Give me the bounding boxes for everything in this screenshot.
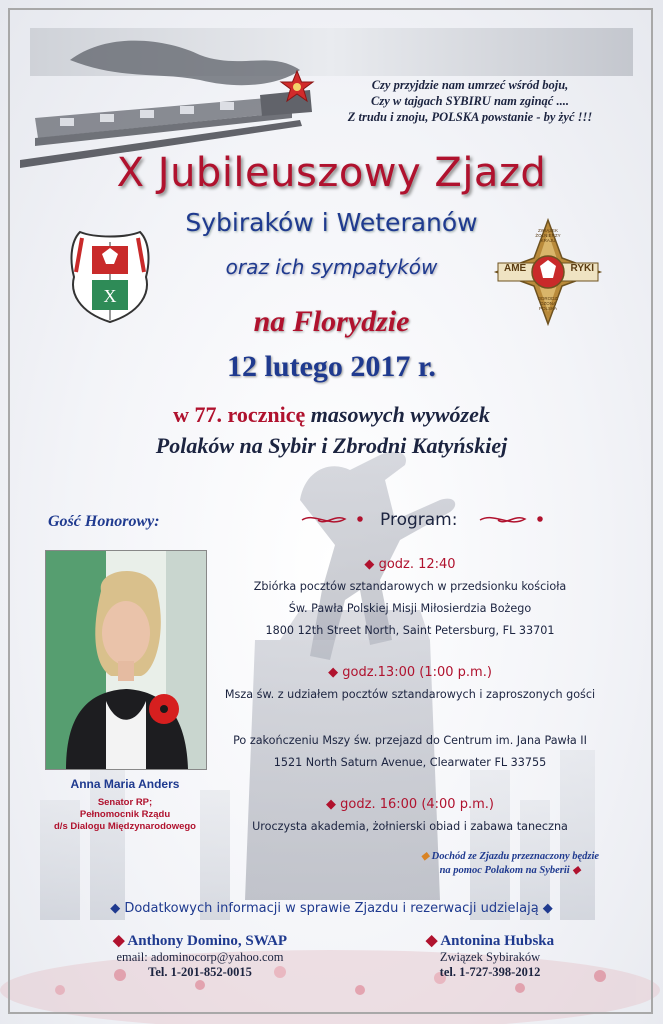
event-date: 12 lutego 2017 r.: [227, 350, 436, 383]
diamond-icon: ◆: [420, 851, 432, 862]
diamond-icon: ◆: [110, 901, 125, 916]
diamond-icon: ◆: [538, 901, 553, 916]
guest-portrait-image: [46, 551, 206, 769]
guest-role-line: Senator RP;: [97, 797, 153, 808]
badge-top-line: ZWIĄZEK: [538, 228, 558, 233]
badge-top-line: ŻOŁNIERZY: [535, 233, 561, 238]
anniversary-line-1: [0, 402, 663, 428]
program-time-text: godz. 12:40: [378, 557, 456, 572]
more-info-text: Dodatkowych informacji w sprawie Zjazdu i rezerwacji udzielają: [124, 901, 539, 916]
donation-note: [380, 850, 640, 878]
main-title: X Jubileuszowy Zjazd: [116, 150, 547, 196]
program-time-text: godz. 16:00 (4:00 p.m.): [340, 797, 494, 812]
program-time-3: [250, 797, 570, 812]
note-line: na pomoc Polakom na Syberii: [439, 865, 570, 876]
program-line: Zbiórka pocztów sztandarowych w przedsionku kościoła: [253, 580, 567, 593]
diamond-icon: ◆: [112, 933, 128, 949]
event-place: na Florydzie: [253, 305, 410, 338]
more-info: [0, 901, 663, 916]
subtitle-secondary: oraz ich sympatyków: [225, 255, 438, 279]
badge-bottom-line: OZONA: [539, 301, 556, 306]
anniversary-line-2: Polaków na Sybir i Zbrodni Katyńskiej: [155, 433, 508, 458]
guest-role-line: d/s Dialogu Międzynarodowego: [54, 821, 196, 832]
program-item-1: [200, 576, 620, 642]
diamond-icon: ◆: [569, 865, 581, 876]
diamond-icon: ◆: [425, 933, 441, 949]
guest-heading: Gość Honorowy:: [48, 513, 160, 530]
program-line: Św. Pawła Polskiej Misji Miłosierdzia Bożego: [288, 602, 532, 615]
svg-text:X: X: [103, 286, 117, 306]
program-item-2-extra: [200, 730, 620, 774]
contact-name: Antonina Hubska: [440, 933, 555, 949]
anniversary-number: w 77. rocznicę: [173, 402, 306, 427]
contact-organization: Związek Sybiraków: [439, 950, 541, 964]
badge-top-line: KRAJU: [540, 238, 556, 243]
guest-photo: [45, 550, 207, 770]
program-time-text: godz.13:00 (1:00 p.m.): [342, 665, 492, 680]
contact-name: Anthony Domino, SWAP: [127, 933, 288, 949]
program-line: Msza św. z udziałem pocztów sztandarowych i zaproszonych gości: [224, 688, 596, 701]
program-item-2: [200, 684, 620, 706]
contact-2: [380, 931, 600, 980]
program-item-3: [200, 816, 620, 838]
note-line: Dochód ze Zjazdu przeznaczony będzie: [431, 851, 600, 862]
poem-line: Z trudu i znoju, POLSKA powstanie - by żyć !!!: [347, 110, 593, 124]
program-heading: [380, 510, 500, 530]
program-line: 1521 North Saturn Avenue, Clearwater FL 33755: [273, 756, 547, 769]
program-line: Po zakończeniu Mszy św. przejazd do Centrum im. Jana Pawła II: [233, 734, 587, 747]
anniversary-text: masowych wywózek: [310, 402, 490, 427]
poem-line: Czy przyjdzie nam umrzeć wśród boju,: [371, 78, 569, 92]
contact-email[interactable]: email: adominocorp@yahoo.com: [116, 950, 284, 964]
program-line: 1800 12th Street North, Saint Petersburg, FL 33701: [265, 624, 555, 637]
program-heading-text: Program:: [380, 510, 458, 530]
poem: [300, 77, 640, 125]
badge-left-text: AME: [504, 263, 527, 274]
badge-bottom-line: ODRODZ.: [537, 296, 559, 301]
subtitle: Sybiraków i Weteranów: [185, 208, 478, 237]
program-time-1: [250, 557, 570, 572]
badge-bottom-line: POLSKA: [538, 306, 557, 311]
poem-line: Czy w tajgach SYBIRU nam zginąć ....: [371, 94, 569, 108]
diamond-icon: ◆: [364, 557, 379, 572]
guest-role-line: Pełnomocnik Rządu: [79, 809, 171, 820]
contact-1: [70, 931, 330, 980]
guest-name: Anna Maria Anders: [70, 777, 180, 791]
program-line: Uroczysta akademia, żołnierski obiad i zabawa taneczna: [252, 820, 568, 833]
program-time-2: [250, 665, 570, 680]
contact-phone: tel. 1-727-398-2012: [439, 965, 541, 979]
badge-right-text: RYKI: [570, 263, 594, 274]
contact-phone: Tel. 1-201-852-0015: [148, 965, 252, 979]
diamond-icon: ◆: [326, 797, 341, 812]
diamond-icon: ◆: [328, 665, 343, 680]
guest-role: [30, 797, 220, 833]
